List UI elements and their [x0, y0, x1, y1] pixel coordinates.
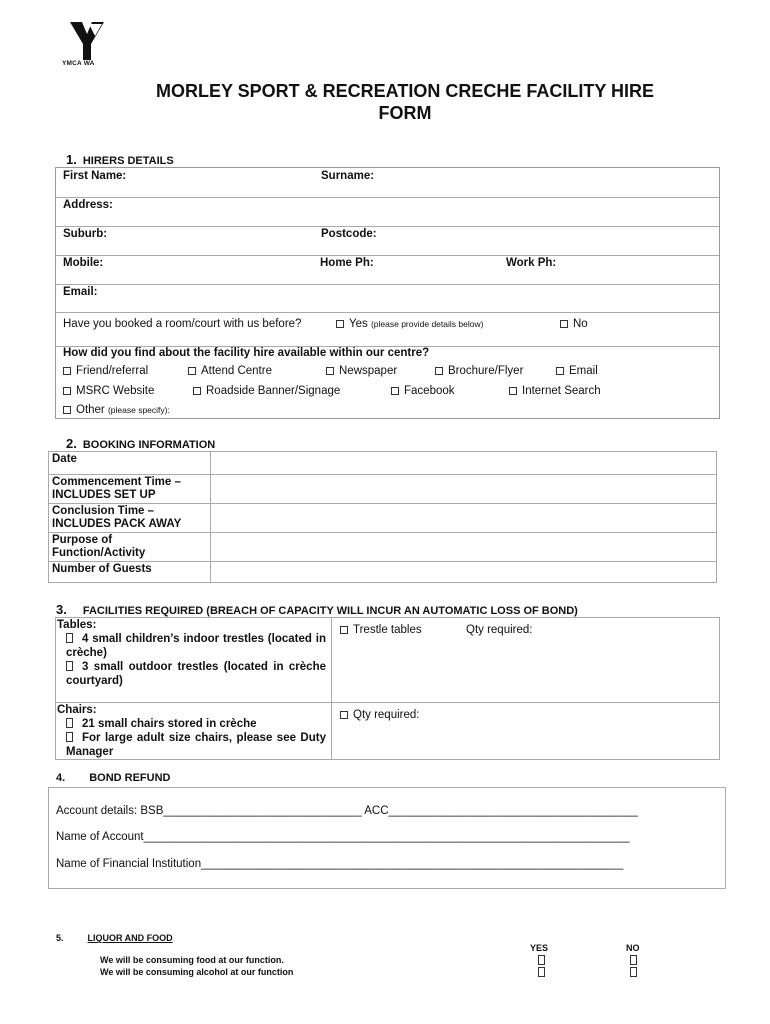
account-name[interactable]: Name of Account____________________________________________________________________________ [56, 831, 630, 843]
mobile-label: Mobile: [63, 257, 104, 269]
suburb-label: Suburb: [63, 228, 108, 240]
checkbox-icon[interactable] [63, 406, 71, 414]
home-ph-label: Home Ph: [320, 257, 374, 269]
option-newspaper[interactable]: Newspaper [326, 365, 397, 377]
account-details[interactable]: Account details: BSB_______________________________ ACC_______________________________________ [56, 805, 638, 817]
tables-item-2: 3 small outdoor trestles (located in crèche courtyard) [66, 661, 326, 687]
row-address [56, 197, 719, 227]
option-msrc-website[interactable]: MSRC Website [63, 385, 154, 397]
alcohol-statement: We will be consuming alcohol at our function [100, 967, 294, 977]
checkbox-icon[interactable] [336, 320, 344, 328]
first-name-label: First Name: [63, 170, 127, 182]
food-no-checkbox-icon[interactable] [630, 955, 637, 965]
section5-heading: 5. LIQUOR AND FOOD [56, 933, 173, 943]
checkbox-icon[interactable] [391, 387, 399, 395]
booking-label-commencement: Commencement Time – INCLUDES SET UP [49, 475, 211, 504]
chairs-qty[interactable]: Qty required: [340, 709, 419, 721]
row-find-out [56, 346, 719, 418]
option-email[interactable]: Email [556, 365, 598, 377]
row-booked-before [56, 312, 719, 347]
option-facebook[interactable]: Facebook [391, 385, 455, 397]
checkbox-icon[interactable] [66, 633, 73, 643]
facilities-box [55, 617, 720, 760]
checkbox-icon[interactable] [188, 367, 196, 375]
yes-column-label: YES [530, 943, 549, 953]
booking-input-purpose[interactable] [211, 533, 717, 562]
work-ph-label: Work Ph: [506, 257, 557, 269]
checkbox-icon[interactable] [66, 718, 73, 728]
booking-label-conclusion: Conclusion Time – INCLUDES PACK AWAY [49, 504, 211, 533]
booking-label-date: Date [49, 452, 211, 475]
booking-input-date[interactable] [211, 452, 717, 475]
email-label: Email: [63, 286, 98, 298]
checkbox-icon[interactable] [326, 367, 334, 375]
checkbox-icon[interactable] [66, 661, 73, 671]
find-question: How did you find about the facility hire available within our centre? [63, 347, 430, 359]
no-column-label: NO [626, 943, 640, 953]
bond-box [48, 787, 726, 889]
surname-label: Surname: [321, 170, 375, 182]
trestle-option[interactable]: Trestle tables [340, 624, 422, 636]
logo-text: YMCA WA [62, 60, 95, 67]
checkbox-icon[interactable] [556, 367, 564, 375]
option-roadside-banner[interactable]: Roadside Banner/Signage [193, 385, 340, 397]
option-friend[interactable]: Friend/referral [63, 365, 148, 377]
tables-item-1: 4 small children’s indoor trestles (located in crèche) [66, 633, 326, 659]
row-suburb [56, 226, 719, 256]
checkbox-icon[interactable] [340, 626, 348, 634]
option-attend-centre[interactable]: Attend Centre [188, 365, 272, 377]
checkbox-icon[interactable] [560, 320, 568, 328]
alcohol-no-checkbox-icon[interactable] [630, 967, 637, 977]
page-title: MORLEY SPORT & RECREATION CRECHE FACILITY HIRE FORM [155, 81, 655, 123]
section1-heading: 1. HIRERS DETAILS [66, 152, 174, 167]
row-phone [56, 255, 719, 285]
row-email [56, 284, 719, 313]
booking-input-conclusion[interactable] [211, 504, 717, 533]
postcode-label: Postcode: [321, 228, 377, 240]
section3-heading: 3. FACILITIES REQUIRED (BREACH OF CAPACITY WILL INCUR AN AUTOMATIC LOSS OF BOND) [56, 602, 578, 617]
checkbox-icon[interactable] [63, 387, 71, 395]
section4-heading: 4. BOND REFUND [56, 772, 171, 784]
chairs-item-1: 21 small chairs stored in crèche [66, 717, 326, 731]
option-brochure[interactable]: Brochure/Flyer [435, 365, 523, 377]
booking-input-commencement[interactable] [211, 475, 717, 504]
checkbox-icon[interactable] [193, 387, 201, 395]
address-label: Address: [63, 199, 113, 211]
checkbox-icon[interactable] [63, 367, 71, 375]
row-name [56, 168, 719, 198]
checkbox-icon[interactable] [435, 367, 443, 375]
option-other[interactable]: Other (please specify): [63, 404, 170, 416]
financial-institution[interactable]: Name of Financial Institution__________________________________________________________________ [56, 858, 624, 870]
section2-heading: 2. BOOKING INFORMATION [66, 436, 216, 451]
hirers-details-box [55, 167, 720, 419]
booking-table [48, 451, 717, 583]
booking-label-purpose: Purpose of Function/Activity [49, 533, 211, 562]
checkbox-icon[interactable] [340, 711, 348, 719]
booked-no[interactable]: No [560, 318, 588, 330]
alcohol-yes-checkbox-icon[interactable] [538, 967, 545, 977]
chairs-item-2: For large adult size chairs, please see Duty Manager [66, 732, 326, 758]
food-statement: We will be consuming food at our function. [100, 955, 284, 965]
option-internet-search[interactable]: Internet Search [509, 385, 601, 397]
checkbox-icon[interactable] [66, 732, 73, 742]
booked-question: Have you booked a room/court with us before? [63, 318, 302, 330]
tables-label: Tables: [57, 619, 97, 631]
checkbox-icon[interactable] [509, 387, 517, 395]
food-yes-checkbox-icon[interactable] [538, 955, 545, 965]
chairs-label: Chairs: [57, 704, 97, 716]
trestle-qty-label: Qty required: [466, 624, 533, 636]
booking-label-guests: Number of Guests [49, 562, 211, 583]
booking-input-guests[interactable] [211, 562, 717, 583]
booked-yes[interactable]: Yes (please provide details below) [336, 318, 483, 330]
